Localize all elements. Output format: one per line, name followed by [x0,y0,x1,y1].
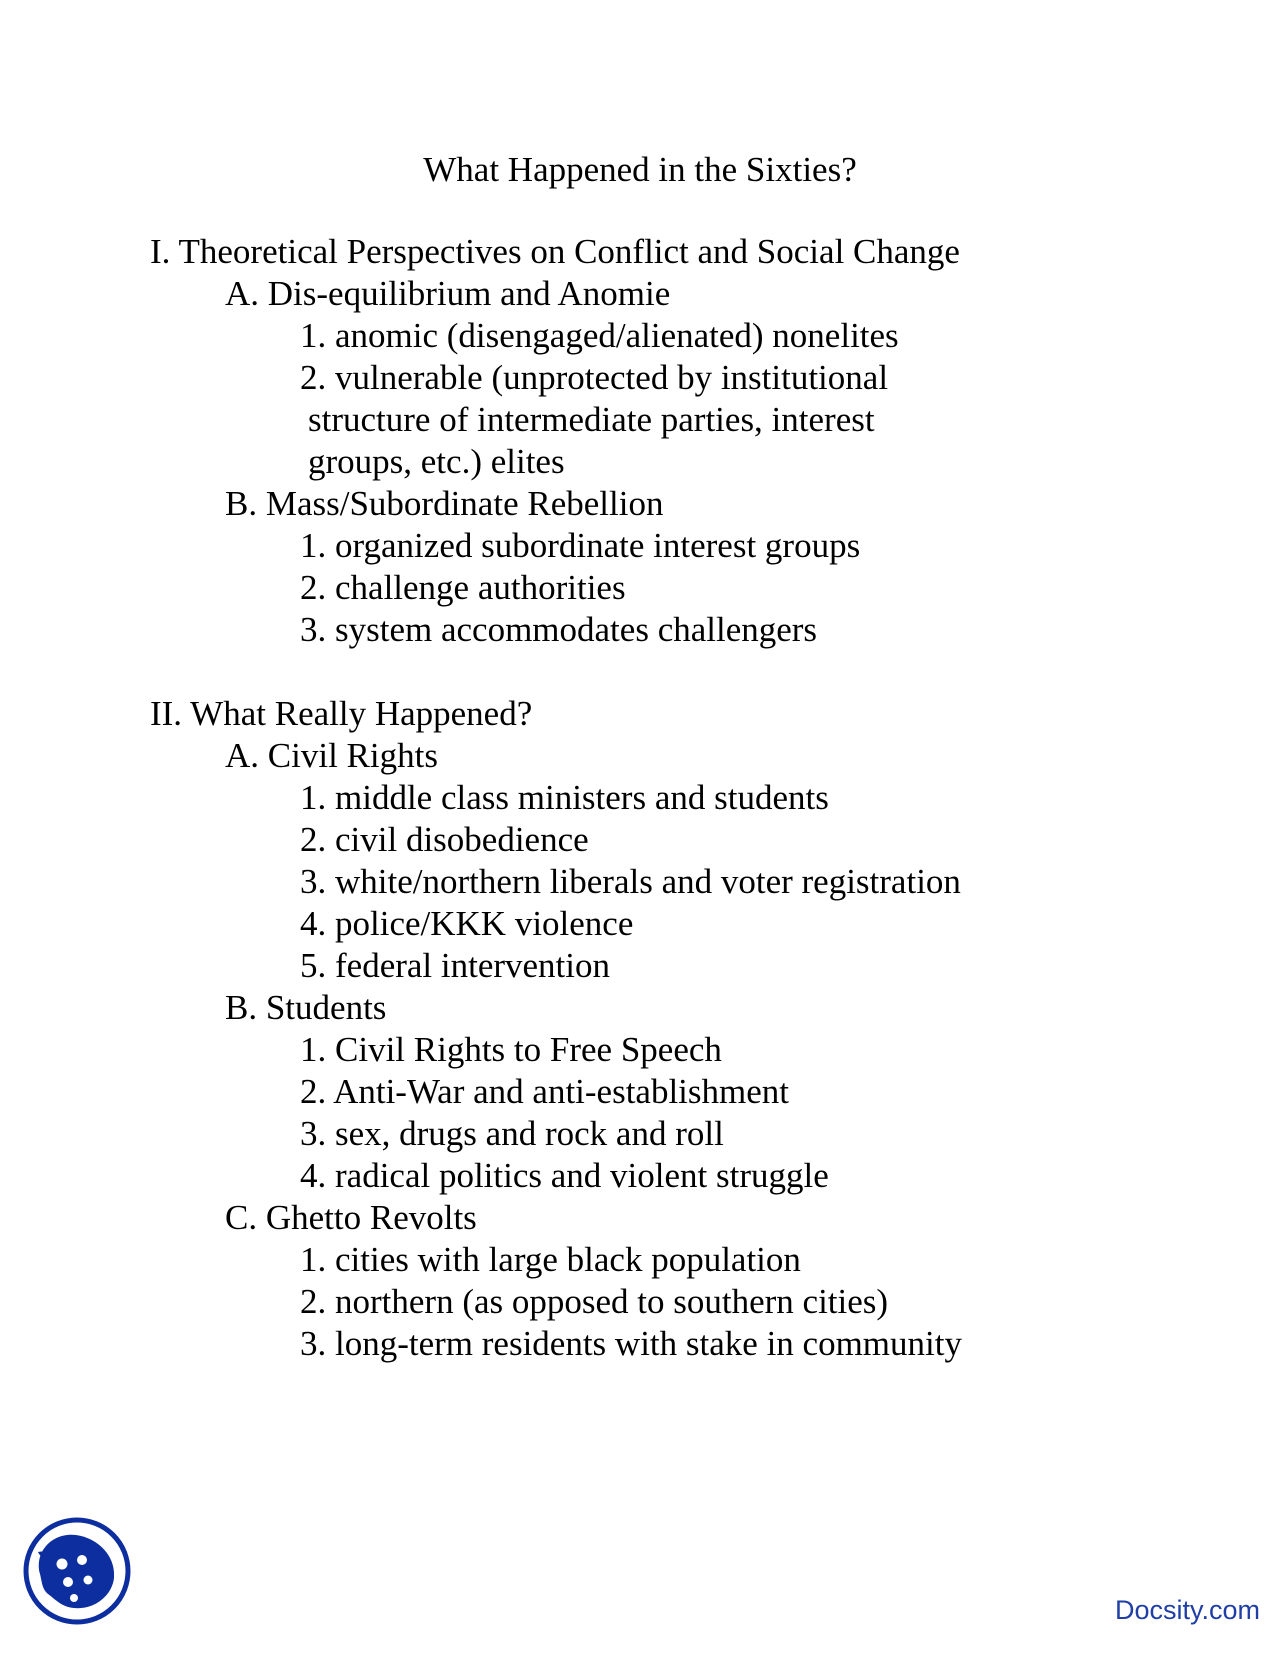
list-item: 2. northern (as opposed to southern cities) [300,1282,889,1321]
list-item: 2. vulnerable (unprotected by institutional [300,358,889,397]
subsection-heading: B. Students [225,988,387,1027]
list-item: 2. challenge authorities [300,568,626,607]
list-item: 2. civil disobedience [300,820,589,859]
list-item: 1. Civil Rights to Free Speech [300,1030,722,1069]
docsity-logo-icon [22,1516,132,1626]
list-item: 1. anomic (disengaged/alienated) nonelites [300,316,899,355]
list-item: 1. cities with large black population [300,1240,801,1279]
document-title: What Happened in the Sixties? [423,150,857,189]
subsection-heading: C. Ghetto Revolts [225,1198,477,1237]
subsection-heading: B. Mass/Subordinate Rebellion [225,484,664,523]
docsity-brand-link[interactable]: Docsity.com [1114,1595,1260,1625]
subsection-heading: A. Civil Rights [225,736,438,775]
list-item: 5. federal intervention [300,946,611,985]
list-item-continuation: groups, etc.) elites [308,442,565,481]
list-item: 3. system accommodates challengers [300,610,818,649]
list-item: 3. long-term residents with stake in community [300,1324,962,1363]
section-heading: II. What Really Happened? [150,694,533,733]
list-item: 3. sex, drugs and rock and roll [300,1114,724,1153]
section-heading: I. Theoretical Perspectives on Conflict and Social Change [150,232,960,271]
list-item-continuation: structure of intermediate parties, interest [308,400,875,439]
subsection-heading: A. Dis-equilibrium and Anomie [225,274,671,313]
list-item: 2. Anti-War and anti-establishment [300,1072,790,1111]
list-item: 4. radical politics and violent struggle [300,1156,829,1195]
list-item: 3. white/northern liberals and voter registration [300,862,961,901]
list-item: 1. organized subordinate interest groups [300,526,861,565]
list-item: 1. middle class ministers and students [300,778,829,817]
list-item: 4. police/KKK violence [300,904,634,943]
